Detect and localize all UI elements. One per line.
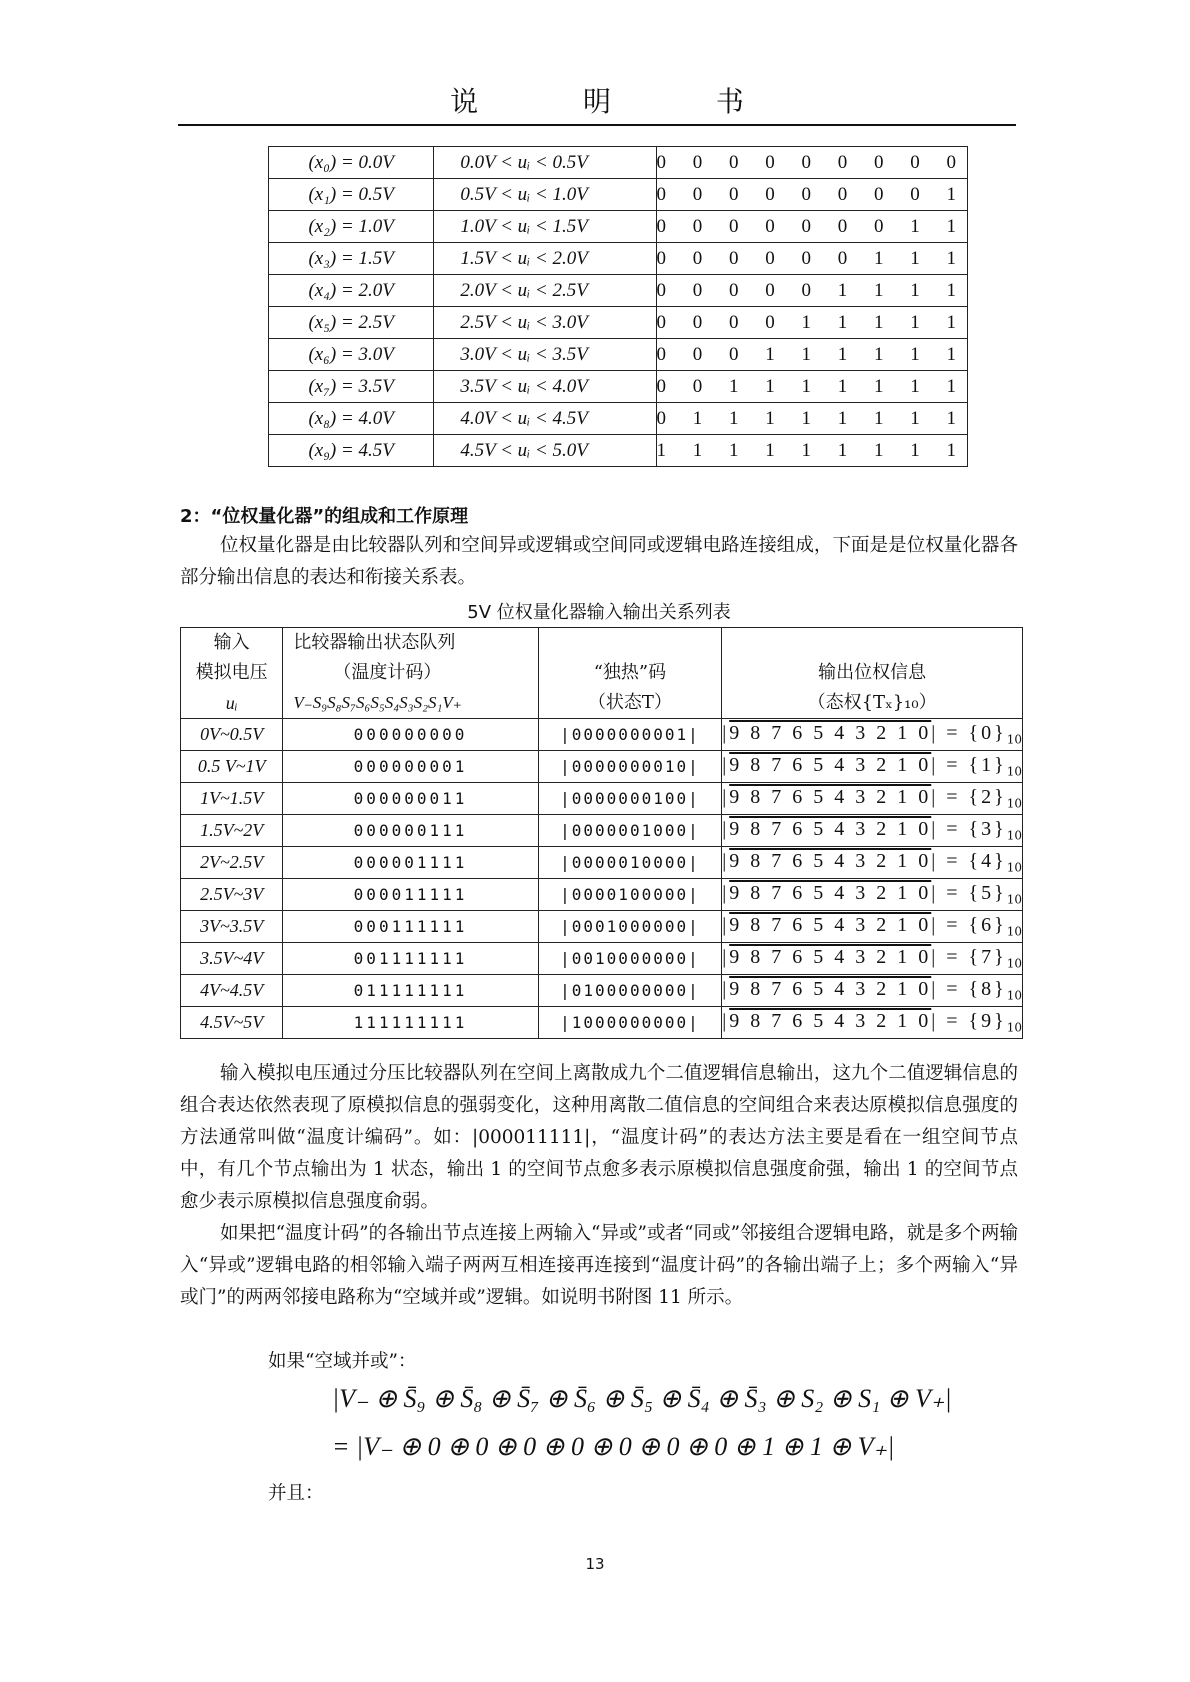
page-header (178, 82, 1016, 126)
quantizer-io-table (180, 627, 1023, 1039)
state-value: {7} (968, 946, 1007, 969)
thermometer-code: 011111111 (283, 975, 538, 1007)
table2-row (181, 911, 1023, 943)
threshold-label: (x₃) = 1.5V (269, 243, 434, 275)
state-value: {3} (968, 818, 1007, 841)
weight-output: |9 8 7 6 5 4 3 2 1 $0| = \{5\}_{10}$ (722, 879, 1023, 911)
page-number: 13 (585, 1555, 605, 1573)
paragraph-spatial-xor: 如果把“温度计码”的各输出节点连接上两输入“异或”或者“同或”邻接组合逻辑电路，就是多个两输入“异或”逻辑电路的相邻输入端子两两互相连接再连接到“温度计码”的各输出端子上；多个两输入“异或门”的两两邻接电路称为“空域并或”逻辑。如说明书附图 11 所示。 (180, 1223, 1018, 1308)
threshold-label: (x₆) = 3.0V (269, 339, 434, 371)
table2-row (181, 719, 1023, 751)
table-header-row (181, 628, 1023, 719)
header-comparator-output: 比较器输出状态队列 （温度计码） V₋S₉S₈S₇S₆S₅S₄S₃S₂S₁V₊ (283, 628, 538, 719)
weight-output: |9 8 7 6 5 4 3 2 1 $0| = \{6\}_{10}$ (722, 911, 1023, 943)
voltage-threshold-table (268, 146, 968, 467)
thermometer-code: 001111111 (283, 943, 538, 975)
weight-digits: 9 8 7 6 5 4 3 2 1 0 (729, 946, 932, 969)
thermometer-code: 000000000 (283, 719, 538, 751)
threshold-label: (x₈) = 4.0V (269, 403, 434, 435)
table2-row (181, 1007, 1023, 1039)
one-hot-code: |0000000010| (538, 751, 722, 783)
one-hot-code: |0000000001| (538, 719, 722, 751)
thermometer-code: 000111111 (283, 911, 538, 943)
weight-digits: 9 8 7 6 5 4 3 2 1 0 (729, 882, 932, 905)
thermometer-code: 0 0 1 1 1 1 1 1 1 (656, 371, 968, 403)
weight-digits: 9 8 7 6 5 4 3 2 1 0 (729, 786, 932, 809)
table1-row (269, 339, 968, 371)
state-value: {2} (968, 786, 1007, 809)
voltage-range: 3.5V~4V (181, 943, 283, 975)
threshold-label: (x₅) = 2.5V (269, 307, 434, 339)
weight-output: |9 8 7 6 5 4 3 2 1 $0| = \{1\}_{10}$ (722, 751, 1023, 783)
table2-row (181, 975, 1023, 1007)
paragraph-thermometer-code: 输入模拟电压通过分压比较器队列在空间上离散成九个二值逻辑信息输出，这九个二值逻辑信息的组合表达依然表现了原模拟信息的强弱变化，这种用离散二值信息的空间组合来表达原模拟信息强度的方法通常叫做“温度计编码”。如：|000011111|，“温度计码”的表达方法主要是看在一组空间节点中，有几个节点输出为 1 状态，输出 1 的空间节点愈多表示原模拟信息强度俞强，输出 1 的空间节点愈少表示原模拟信息强度俞弱。 (180, 1063, 1018, 1212)
thermometer-code: 0 0 0 1 1 1 1 1 1 (656, 339, 968, 371)
thermometer-code: 0 0 0 0 1 1 1 1 1 (656, 307, 968, 339)
table1-row (269, 179, 968, 211)
voltage-range: 4.5V~5V (181, 1007, 283, 1039)
voltage-range: 0.5 V~1V (181, 751, 283, 783)
input-range: 3.0V < uᵢ < 3.5V (434, 339, 656, 371)
thermometer-code: 0 0 0 0 0 0 0 0 0 (656, 147, 968, 179)
threshold-label: (x₂) = 1.0V (269, 211, 434, 243)
section-heading: 2：“位权量化器”的组成和工作原理 (180, 506, 469, 527)
threshold-label: (x₇) = 3.5V (269, 371, 434, 403)
header-one-hot: “独热”码 （状态T） (538, 628, 722, 719)
thermometer-code: 000011111 (283, 879, 538, 911)
weight-output: |9 8 7 6 5 4 3 2 1 $0| = \{7\}_{10}$ (722, 943, 1023, 975)
voltage-range: 3V~3.5V (181, 911, 283, 943)
thermometer-code: 000000001 (283, 751, 538, 783)
formula-line-1: |V₋ ⊕ S̄₉ ⊕ S̄₈ ⊕ S̄₇ ⊕ S̄₆ ⊕ S̄₅ ⊕ S̄₄ ⊕ S̄₃ ⊕ S₂ ⊕ S₁ ⊕ V₊| (332, 1384, 952, 1413)
input-range: 0.0V < uᵢ < 0.5V (434, 147, 656, 179)
weight-output: |9 8 7 6 5 4 3 2 1 $0| = \{2\}_{10}$ (722, 783, 1023, 815)
weight-digits: 9 8 7 6 5 4 3 2 1 0 (729, 722, 932, 745)
table1-row (269, 147, 968, 179)
thermometer-code: 000000111 (283, 815, 538, 847)
formula-line-2: = |V₋ ⊕ 0 ⊕ 0 ⊕ 0 ⊕ 0 ⊕ 0 ⊕ 0 ⊕ 0 ⊕ 1 ⊕ 1 ⊕ V₊| (332, 1432, 895, 1461)
input-range: 1.5V < uᵢ < 2.0V (434, 243, 656, 275)
header-weight-output: 输出位权信息 （态权{Tₓ}₁₀） (722, 628, 1023, 719)
page-title: 说 明 书 (450, 85, 792, 118)
state-value: {6} (968, 914, 1007, 937)
voltage-range: 1.5V~2V (181, 815, 283, 847)
weight-digits: 9 8 7 6 5 4 3 2 1 0 (729, 754, 932, 777)
input-range: 4.5V < uᵢ < 5.0V (434, 435, 656, 467)
table-caption: 5V 位权量化器输入输出关系列表 (467, 602, 731, 623)
thermometer-code: 000000011 (283, 783, 538, 815)
one-hot-code: |0100000000| (538, 975, 722, 1007)
input-range: 2.0V < uᵢ < 2.5V (434, 275, 656, 307)
state-value: {5} (968, 882, 1007, 905)
table2-row (181, 943, 1023, 975)
threshold-label: (x₁) = 0.5V (269, 179, 434, 211)
weight-digits: 9 8 7 6 5 4 3 2 1 0 (729, 1010, 932, 1033)
table1-row (269, 435, 968, 467)
thermometer-code: 0 1 1 1 1 1 1 1 1 (656, 403, 968, 435)
weight-digits: 9 8 7 6 5 4 3 2 1 0 (729, 978, 932, 1001)
header-input-voltage: 输入 模拟电压 uᵢ (181, 628, 283, 719)
table1-row (269, 243, 968, 275)
table2-row (181, 783, 1023, 815)
table1-row (269, 211, 968, 243)
table1-row (269, 307, 968, 339)
one-hot-code: |0001000000| (538, 911, 722, 943)
table1-row (269, 275, 968, 307)
weight-digits: 9 8 7 6 5 4 3 2 1 0 (729, 914, 932, 937)
table2-row (181, 847, 1023, 879)
section-intro: 位权量化器是由比较器队列和空间异或逻辑或空间同或逻辑电路连接组成，下面是是位权量化器各部分输出信息的表达和衔接关系表。 (180, 535, 1018, 588)
table2-row (181, 751, 1023, 783)
one-hot-code: |0010000000| (538, 943, 722, 975)
table1-row (269, 371, 968, 403)
weight-output: |9 8 7 6 5 4 3 2 1 $0| = \{3\}_{10}$ (722, 815, 1023, 847)
one-hot-code: |0000000100| (538, 783, 722, 815)
state-value: {1} (968, 754, 1007, 777)
threshold-label: (x₀) = 0.0V (269, 147, 434, 179)
one-hot-code: |1000000000| (538, 1007, 722, 1039)
paragraph-and: 并且： (268, 1483, 324, 1504)
table2-row (181, 815, 1023, 847)
voltage-range: 0V~0.5V (181, 719, 283, 751)
thermometer-code: 0 0 0 0 0 0 0 0 1 (656, 179, 968, 211)
thermometer-code: 000001111 (283, 847, 538, 879)
one-hot-code: |0000010000| (538, 847, 722, 879)
weight-digits: 9 8 7 6 5 4 3 2 1 0 (729, 818, 932, 841)
state-value: {9} (968, 1010, 1007, 1033)
state-value: {4} (968, 850, 1007, 873)
thermometer-code: 111111111 (283, 1007, 538, 1039)
weight-output: |9 8 7 6 5 4 3 2 1 $0| = \{0\}_{10}$ (722, 719, 1023, 751)
input-range: 2.5V < uᵢ < 3.0V (434, 307, 656, 339)
weight-digits: 9 8 7 6 5 4 3 2 1 0 (729, 850, 932, 873)
thermometer-code: 0 0 0 0 0 0 1 1 1 (656, 243, 968, 275)
weight-output: |9 8 7 6 5 4 3 2 1 $0| = \{8\}_{10}$ (722, 975, 1023, 1007)
thermometer-code: 0 0 0 0 0 1 1 1 1 (656, 275, 968, 307)
voltage-range: 4V~4.5V (181, 975, 283, 1007)
input-range: 4.0V < uᵢ < 4.5V (434, 403, 656, 435)
input-range: 0.5V < uᵢ < 1.0V (434, 179, 656, 211)
table2-row (181, 879, 1023, 911)
one-hot-code: |0000100000| (538, 879, 722, 911)
voltage-range: 1V~1.5V (181, 783, 283, 815)
input-range: 3.5V < uᵢ < 4.0V (434, 371, 656, 403)
voltage-range: 2.5V~3V (181, 879, 283, 911)
state-value: {0} (968, 722, 1007, 745)
thermometer-code: 0 0 0 0 0 0 0 1 1 (656, 211, 968, 243)
table1-row (269, 403, 968, 435)
input-range: 1.0V < uᵢ < 1.5V (434, 211, 656, 243)
thermometer-code: 1 1 1 1 1 1 1 1 1 (656, 435, 968, 467)
paragraph-condition: 如果“空域并或”： (268, 1351, 417, 1372)
voltage-range: 2V~2.5V (181, 847, 283, 879)
state-value: {8} (968, 978, 1007, 1001)
threshold-label: (x₉) = 4.5V (269, 435, 434, 467)
weight-output: |9 8 7 6 5 4 3 2 1 $0| = \{9\}_{10}$ (722, 1007, 1023, 1039)
weight-output: |9 8 7 6 5 4 3 2 1 $0| = \{4\}_{10}$ (722, 847, 1023, 879)
threshold-label: (x₄) = 2.0V (269, 275, 434, 307)
one-hot-code: |0000001000| (538, 815, 722, 847)
